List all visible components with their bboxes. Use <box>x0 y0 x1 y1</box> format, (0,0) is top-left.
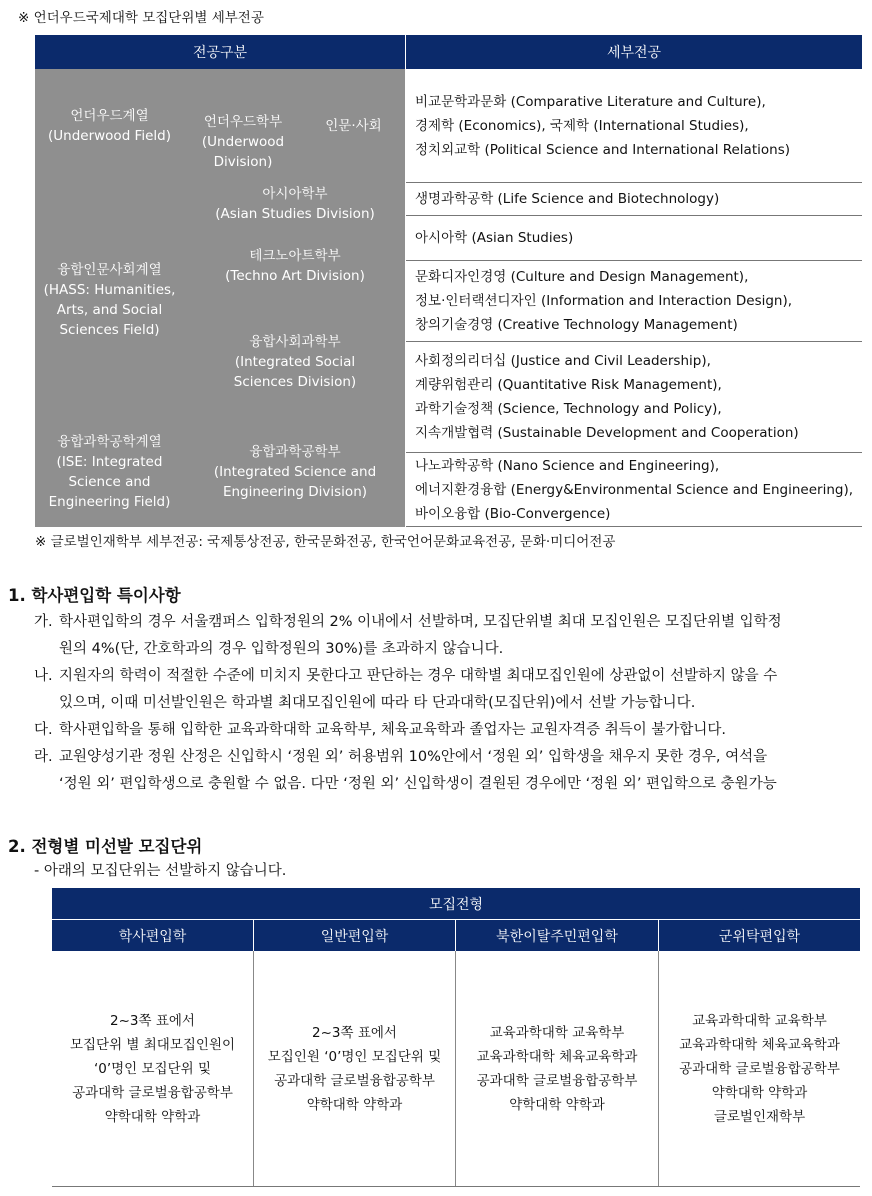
div-asian <box>185 183 405 225</box>
item-marker: 나. <box>34 668 53 684</box>
detail-line: 정치외교학 (Political Science and International Relations) <box>415 141 790 158</box>
header-admission-type: 모집전형 <box>52 888 860 919</box>
field-hass-line: 융합인문사회계열 <box>57 261 162 278</box>
cell-line: 공과대학 글로벌융합공학부 <box>679 1060 840 1077</box>
detail-line: 경제학 (Economics), 국제학 (International Studies), <box>415 117 749 134</box>
cell-general-transfer <box>254 951 455 1186</box>
detail-line: 에너지환경융합 (Energy&Environmental Science and Engineering), <box>415 482 854 498</box>
div-ise-line: (Integrated Science and <box>213 464 377 480</box>
div-underwood-line: 언더우드학부 <box>203 114 283 130</box>
section2-subtitle: - 아래의 모집단위는 선발하지 않습니다. <box>34 863 287 879</box>
field-underwood-line: (Underwood Field) <box>48 127 171 144</box>
detail-life <box>406 183 862 215</box>
item-line: 학사편입학을 통해 입학한 교육과학대학 교육학부, 체육교육학과 졸업자는 교원자격증 취득이 불가합니다. <box>59 722 727 738</box>
col-header: 학사편입학 <box>52 920 253 951</box>
field-hass-line: (HASS: Humanities, <box>43 281 176 298</box>
div-ise-line: Engineering Division) <box>222 484 368 500</box>
detail-line: 문화디자인경영 (Culture and Design Management), <box>415 269 749 285</box>
item-marker: 가. <box>34 614 53 630</box>
header-divider <box>52 919 860 920</box>
detail-line: 계량위험관리 (Quantitative Risk Management), <box>415 377 722 393</box>
cell-line: 약학대학 약학과 <box>104 1108 201 1125</box>
detail-line: 지속개발협력 (Sustainable Development and Cooperation) <box>415 425 799 441</box>
cell-line: 약학대학 약학과 <box>306 1096 403 1113</box>
section1-item-ra <box>34 744 864 798</box>
sub-humanities: 인문·사회 <box>302 69 405 182</box>
top-note: ※ 언더우드국제대학 모집단위별 세부전공 <box>18 10 264 26</box>
cell-line: 2~3쪽 표에서 <box>312 1024 397 1041</box>
header-major-category: 전공구분 <box>35 35 405 69</box>
col-header: 일반편입학 <box>254 920 455 951</box>
cell-line: 교육과학대학 교육학부 <box>489 1024 625 1041</box>
row-divider <box>406 182 862 183</box>
section1-item-na <box>34 663 864 717</box>
cell-defector-transfer <box>456 951 658 1186</box>
col-divider <box>658 951 659 1187</box>
div-underwood-line: (Underwood <box>201 134 285 150</box>
detail-line: 정보·인터랙션디자인 (Information and Interaction Design), <box>415 293 793 309</box>
cell-line: 공과대학 글로벌융합공학부 <box>476 1072 638 1089</box>
col-header: 군위탁편입학 <box>659 920 860 951</box>
detail-social <box>406 342 862 452</box>
cell-line: ‘0’명인 모집단위 및 <box>93 1060 212 1077</box>
section1-item-da <box>34 717 864 744</box>
field-ise-line: 융합과학공학계열 <box>57 434 162 450</box>
item-line: 학사편입학의 경우 서울캠퍼스 입학정원의 2% 이내에서 선발하며, 모집단위별 최대 모집인원은 모집단위별 입학정 <box>59 614 782 630</box>
item-line: ‘정원 외’ 편입학생으로 충원할 수 없음. 다만 ‘정원 외’ 신입학생이 결원된 경우에만 ‘정원 외’ 편입학으로 충원가능 <box>59 776 777 792</box>
major-table <box>35 35 862 527</box>
detail-line: 창의기술경영 (Creative Technology Management) <box>415 317 738 333</box>
cell-line: 공과대학 글로벌융합공학부 <box>72 1084 233 1101</box>
item-line: 원의 4%(단, 간호학과의 경우 입학정원의 30%)를 초과하지 않습니다. <box>59 641 504 657</box>
item-marker: 라. <box>34 749 53 765</box>
detail-line: 아시아학 (Asian Studies) <box>415 230 574 246</box>
cell-line: 글로벌인재학부 <box>713 1108 806 1125</box>
item-line: 지원자의 학력이 적절한 수준에 미치지 못한다고 판단하는 경우 대학별 최대모집인원에 상관없이 선발하지 않을 수 <box>59 668 778 684</box>
div-techno-line: 테크노아트학부 <box>249 248 341 264</box>
div-asian-line: 아시아학부 <box>262 186 328 202</box>
field-hass-line: Sciences Field) <box>59 321 160 338</box>
detail-ise <box>406 453 862 527</box>
field-ise-line: Science and <box>68 474 151 490</box>
detail-line: 생명과학공학 (Life Science and Biotechnology) <box>415 191 720 207</box>
detail-line: 사회정의리더십 (Justice and Civil Leadership), <box>415 353 711 369</box>
detail-humanities <box>406 69 862 182</box>
detail-asian <box>406 216 862 260</box>
field-ise-line: Engineering Field) <box>48 494 171 510</box>
div-underwood-line: Division) <box>213 154 273 170</box>
div-ise <box>185 417 405 527</box>
field-underwood-line: 언더우드계열 <box>70 107 149 124</box>
row-divider <box>406 452 862 453</box>
detail-line: 나노과학공학 (Nano Science and Engineering), <box>415 458 720 474</box>
bottom-note: ※ 글로벌인재학부 세부전공: 국제통상전공, 한국문화전공, 한국언어문화교육전공, 문화·미디어전공 <box>35 534 616 550</box>
row-divider <box>406 341 862 342</box>
field-underwood <box>35 69 184 182</box>
cell-line: 모집인원 ‘0’명인 모집단위 및 <box>267 1048 442 1065</box>
div-asian-line: (Asian Studies Division) <box>215 206 375 222</box>
div-ise-line: 융합과학공학부 <box>249 444 341 460</box>
item-marker: 다. <box>34 722 53 738</box>
section1-item-ga <box>34 609 864 663</box>
cell-line: 공과대학 글로벌융합공학부 <box>274 1072 435 1089</box>
cell-line: 약학대학 약학과 <box>711 1084 808 1101</box>
field-hass <box>35 183 184 416</box>
cell-line: 모집단위 별 최대모집인원이 <box>69 1036 236 1053</box>
div-social-line: 융합사회과학부 <box>249 333 341 350</box>
row-divider <box>406 260 862 261</box>
table-bottom-border <box>52 1186 860 1187</box>
row-divider <box>406 526 862 527</box>
detail-line: 바이오융합 (Bio-Convergence) <box>415 506 611 522</box>
cell-line: 교육과학대학 교육학부 <box>692 1012 827 1029</box>
cell-line: 2~3쪽 표에서 <box>110 1012 195 1029</box>
col-header: 북한이탈주민편입학 <box>456 920 658 951</box>
detail-techno <box>406 261 862 341</box>
div-techno <box>185 226 405 306</box>
field-hass-line: Arts, and Social <box>56 301 163 318</box>
cell-line: 교육과학대학 체육교육학과 <box>476 1048 638 1065</box>
header-detail-major: 세부전공 <box>406 35 862 69</box>
col-divider <box>253 951 254 1187</box>
cell-line: 약학대학 약학과 <box>509 1096 605 1113</box>
cell-bachelor-transfer <box>52 951 253 1186</box>
cell-military-transfer <box>659 951 860 1186</box>
section2-title: 2. 전형별 미선발 모집단위 <box>8 837 203 856</box>
div-social <box>185 307 405 416</box>
col-divider <box>455 951 456 1187</box>
cell-line: 교육과학대학 체육교육학과 <box>679 1036 840 1053</box>
div-techno-line: (Techno Art Division) <box>225 268 365 284</box>
section1-title: 1. 학사편입학 특이사항 <box>8 586 181 605</box>
div-social-line: (Integrated Social <box>234 353 356 370</box>
detail-line: 과학기술정책 (Science, Technology and Policy), <box>415 401 722 417</box>
item-line: 교원양성기관 정원 산정은 신입학시 ‘정원 외’ 허용범위 10%안에서 ‘정원 외’ 입학생을 채우지 못한 경우, 여석을 <box>59 749 768 765</box>
unselected-units-table <box>52 888 860 1188</box>
detail-line: 비교문학과문화 (Comparative Literature and Culture), <box>415 93 766 110</box>
field-ise-line: (ISE: Integrated <box>56 454 163 470</box>
div-social-line: Sciences Division) <box>233 373 357 390</box>
item-line: 있으며, 이때 미선발인원은 학과별 최대모집인원에 따라 타 단과대학(모집단위)에서 선발 가능합니다. <box>59 695 696 711</box>
field-ise <box>35 417 184 527</box>
row-divider <box>406 215 862 216</box>
